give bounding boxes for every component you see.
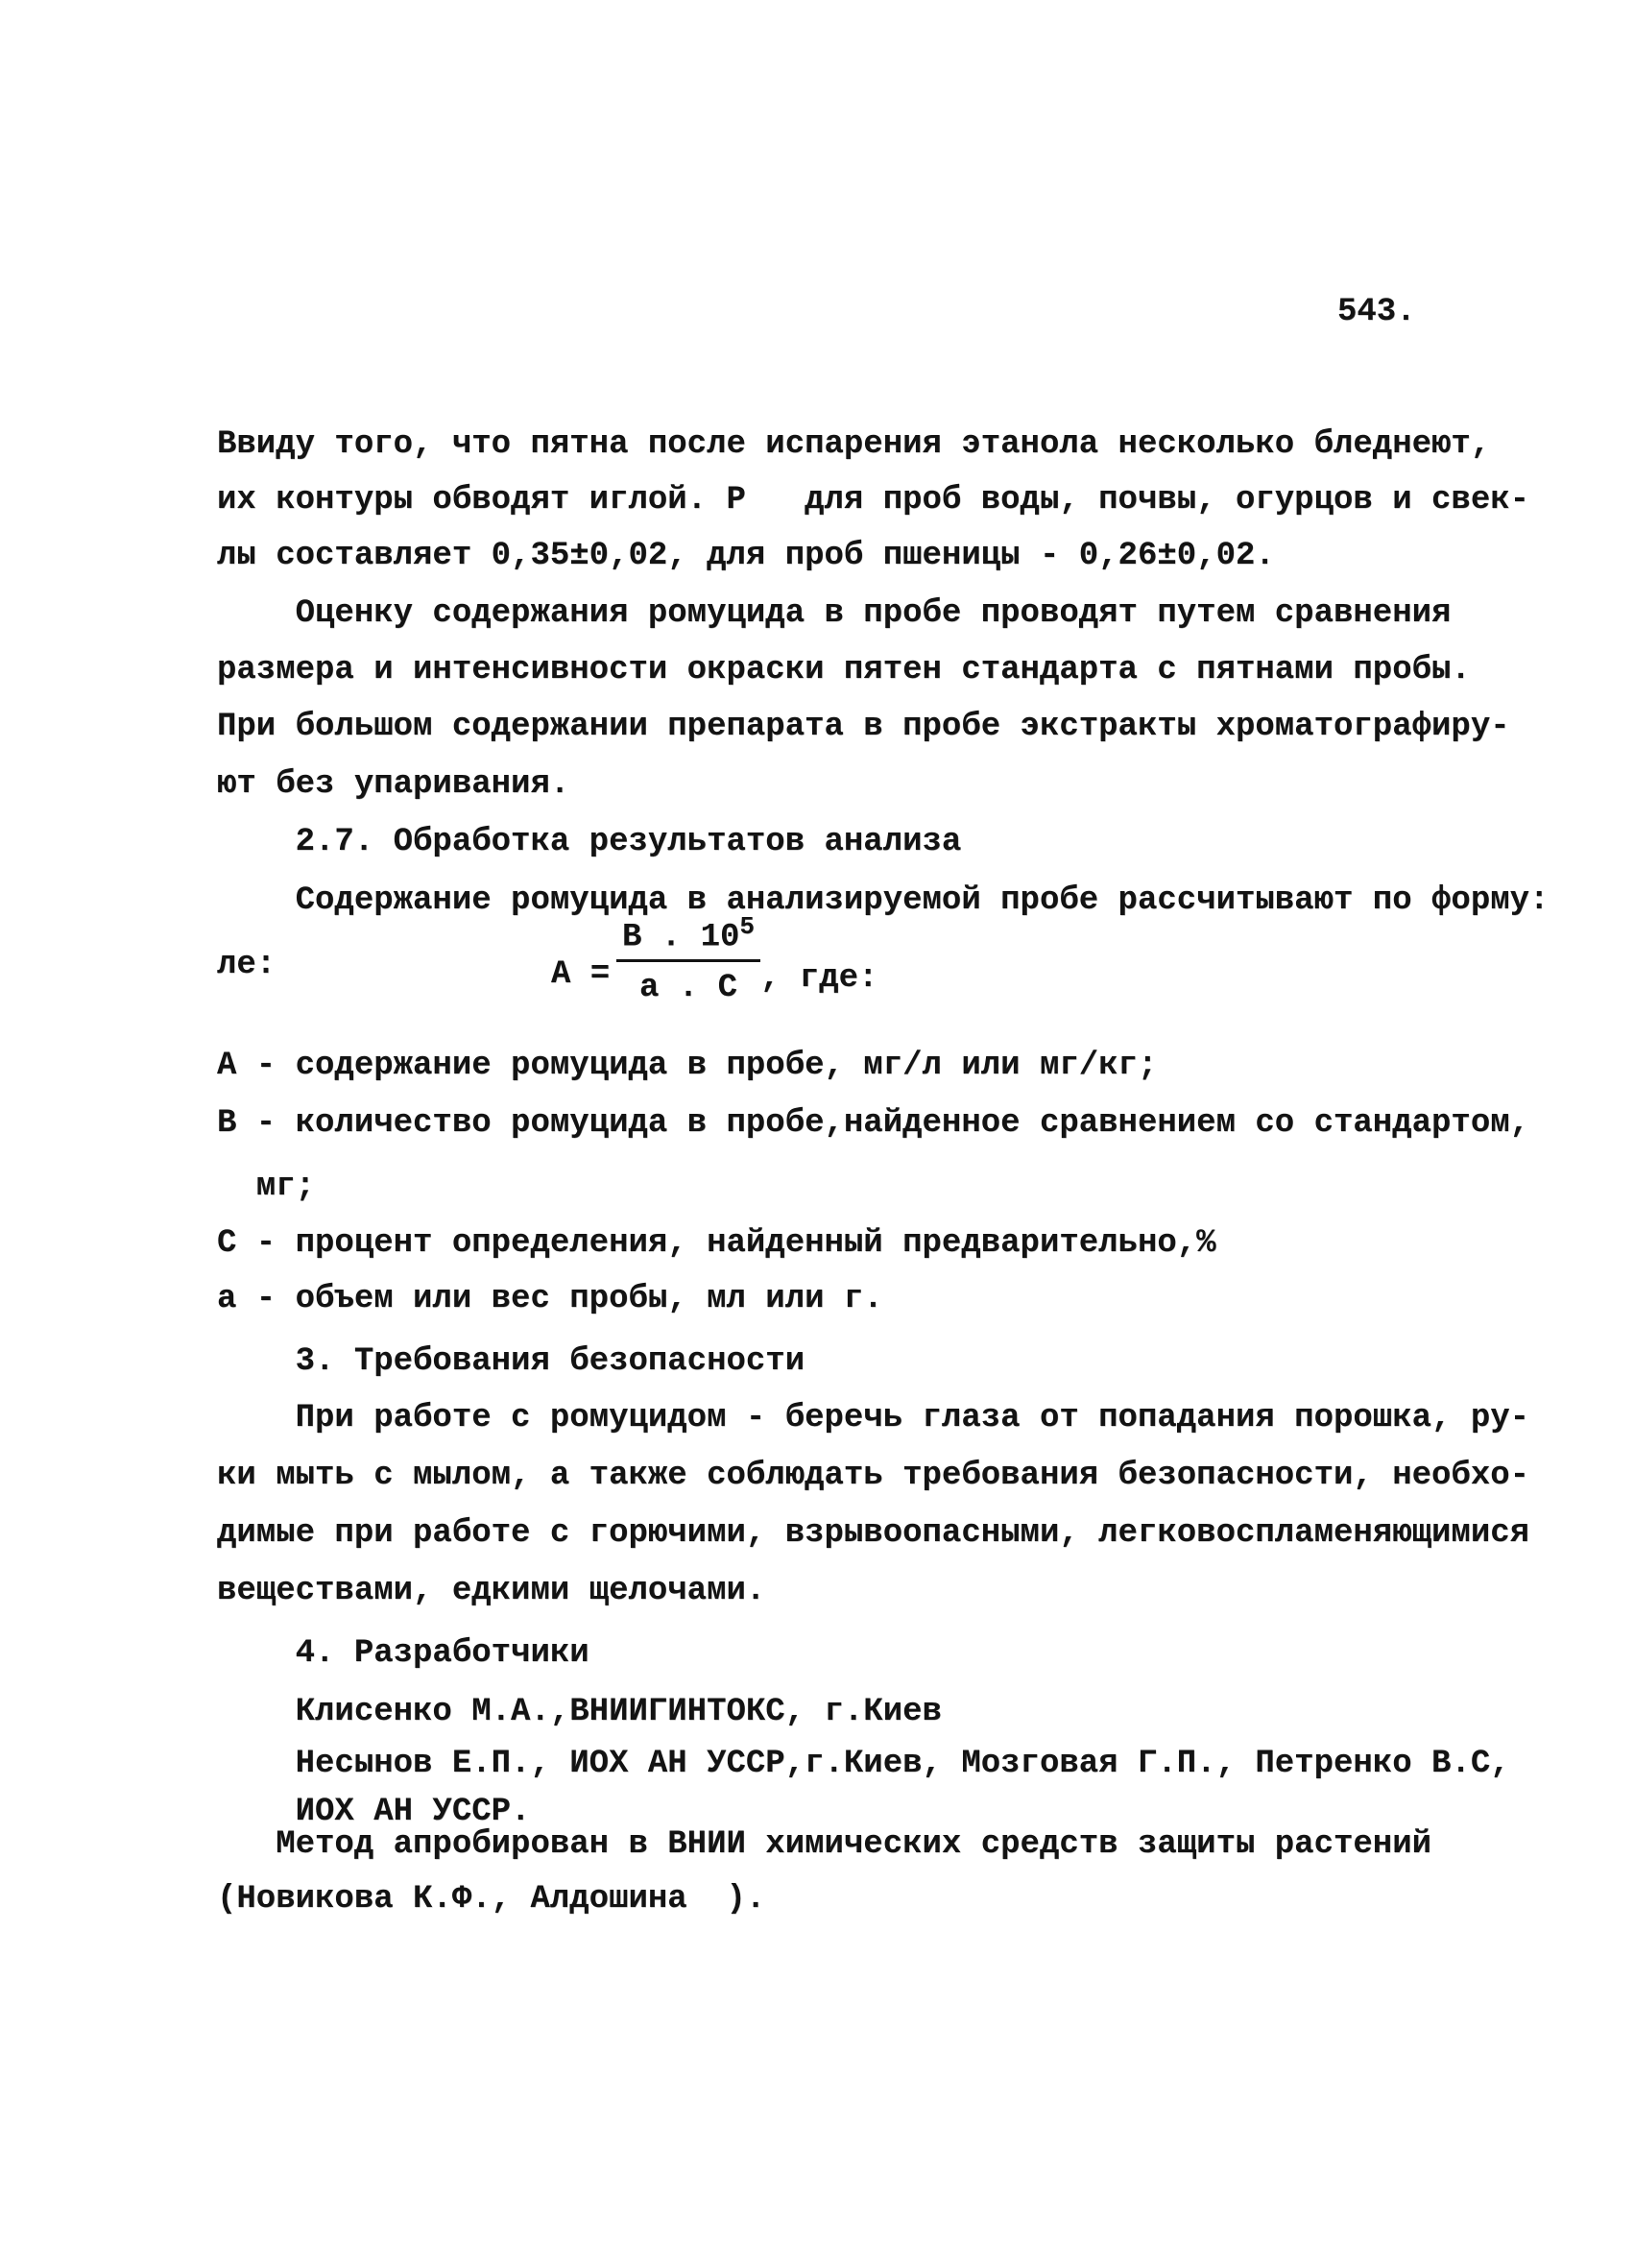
text-line: размера и интенсивности окраски пятен стандарта с пятнами пробы. xyxy=(217,652,1471,688)
definition-line-B-cont: мг; xyxy=(217,1169,316,1205)
definition-line-B: В - количество ромуцида в пробе,найденное сравнением со стандартом, xyxy=(217,1105,1530,1142)
formula-denominator: а . С xyxy=(638,970,738,1007)
section-heading-line: 2.7. Обработка результатов анализа xyxy=(217,824,962,860)
formula-exponent: 5 xyxy=(739,912,756,941)
formula-fraction xyxy=(616,912,760,1006)
section-heading-line: 3. Требования безопасности xyxy=(217,1343,805,1380)
text-line: Метод апробирован в ВНИИ химических средств защиты растений xyxy=(217,1826,1432,1863)
definition-line-A: А - содержание ромуцида в пробе, мг/л или мг/кг; xyxy=(217,1048,1158,1084)
text-line: димые при работе с горючими, взрывоопасными, легковоспламеняющимися xyxy=(217,1515,1530,1552)
text-line: лы составляет 0,35±0,02, для проб пшеницы - 0,26±0,02. xyxy=(217,538,1275,574)
definition-line-a: а - объем или вес пробы, мл или г. xyxy=(217,1281,883,1317)
developer-line: ИОХ АН УССР. xyxy=(217,1794,531,1830)
text-line: веществами, едкими щелочами. xyxy=(217,1573,766,1609)
definition-line-C: С - процент определения, найденный предварительно,% xyxy=(217,1225,1216,1262)
text-line: (Новикова К.Ф., Алдошина ). xyxy=(217,1881,766,1918)
text-line: ют без упаривания. xyxy=(217,766,570,803)
text-line: Оценку содержания ромуцида в пробе проводят путем сравнения xyxy=(217,595,1452,632)
formula-intro-label: ле: xyxy=(217,947,276,983)
page-number: 543. xyxy=(1337,294,1416,330)
developer-line: Клисенко М.А.,ВНИИГИНТОКС, г.Киев xyxy=(217,1694,942,1730)
formula-where-label: , где: xyxy=(760,960,878,997)
text-line: Ввиду того, что пятна после испарения этанола несколько бледнеют, xyxy=(217,426,1491,463)
formula-numerator xyxy=(616,912,760,962)
formula-numerator-base: В . 10 xyxy=(621,919,740,956)
developer-line: Несынов Е.П., ИОХ АН УССР,г.Киев, Мозговая Г.П., Петренко В.С, xyxy=(217,1746,1510,1782)
text-line: ки мыть с мылом, а также соблюдать требования безопасности, необхо- xyxy=(217,1458,1530,1494)
formula-lhs: А = xyxy=(551,956,611,993)
section-heading-line: 4. Разработчики xyxy=(217,1635,589,1672)
text-line: При работе с ромуцидом - беречь глаза от попадания порошка, ру- xyxy=(217,1400,1530,1436)
text-line: Содержание ромуцида в анализируемой пробе рассчитывают по форму: xyxy=(217,882,1550,919)
text-line: При большом содержании препарата в пробе экстракты хроматографиру- xyxy=(217,709,1510,745)
text-line: их контуры обводят иглой. Р для проб воды, почвы, огурцов и свек- xyxy=(217,482,1530,519)
